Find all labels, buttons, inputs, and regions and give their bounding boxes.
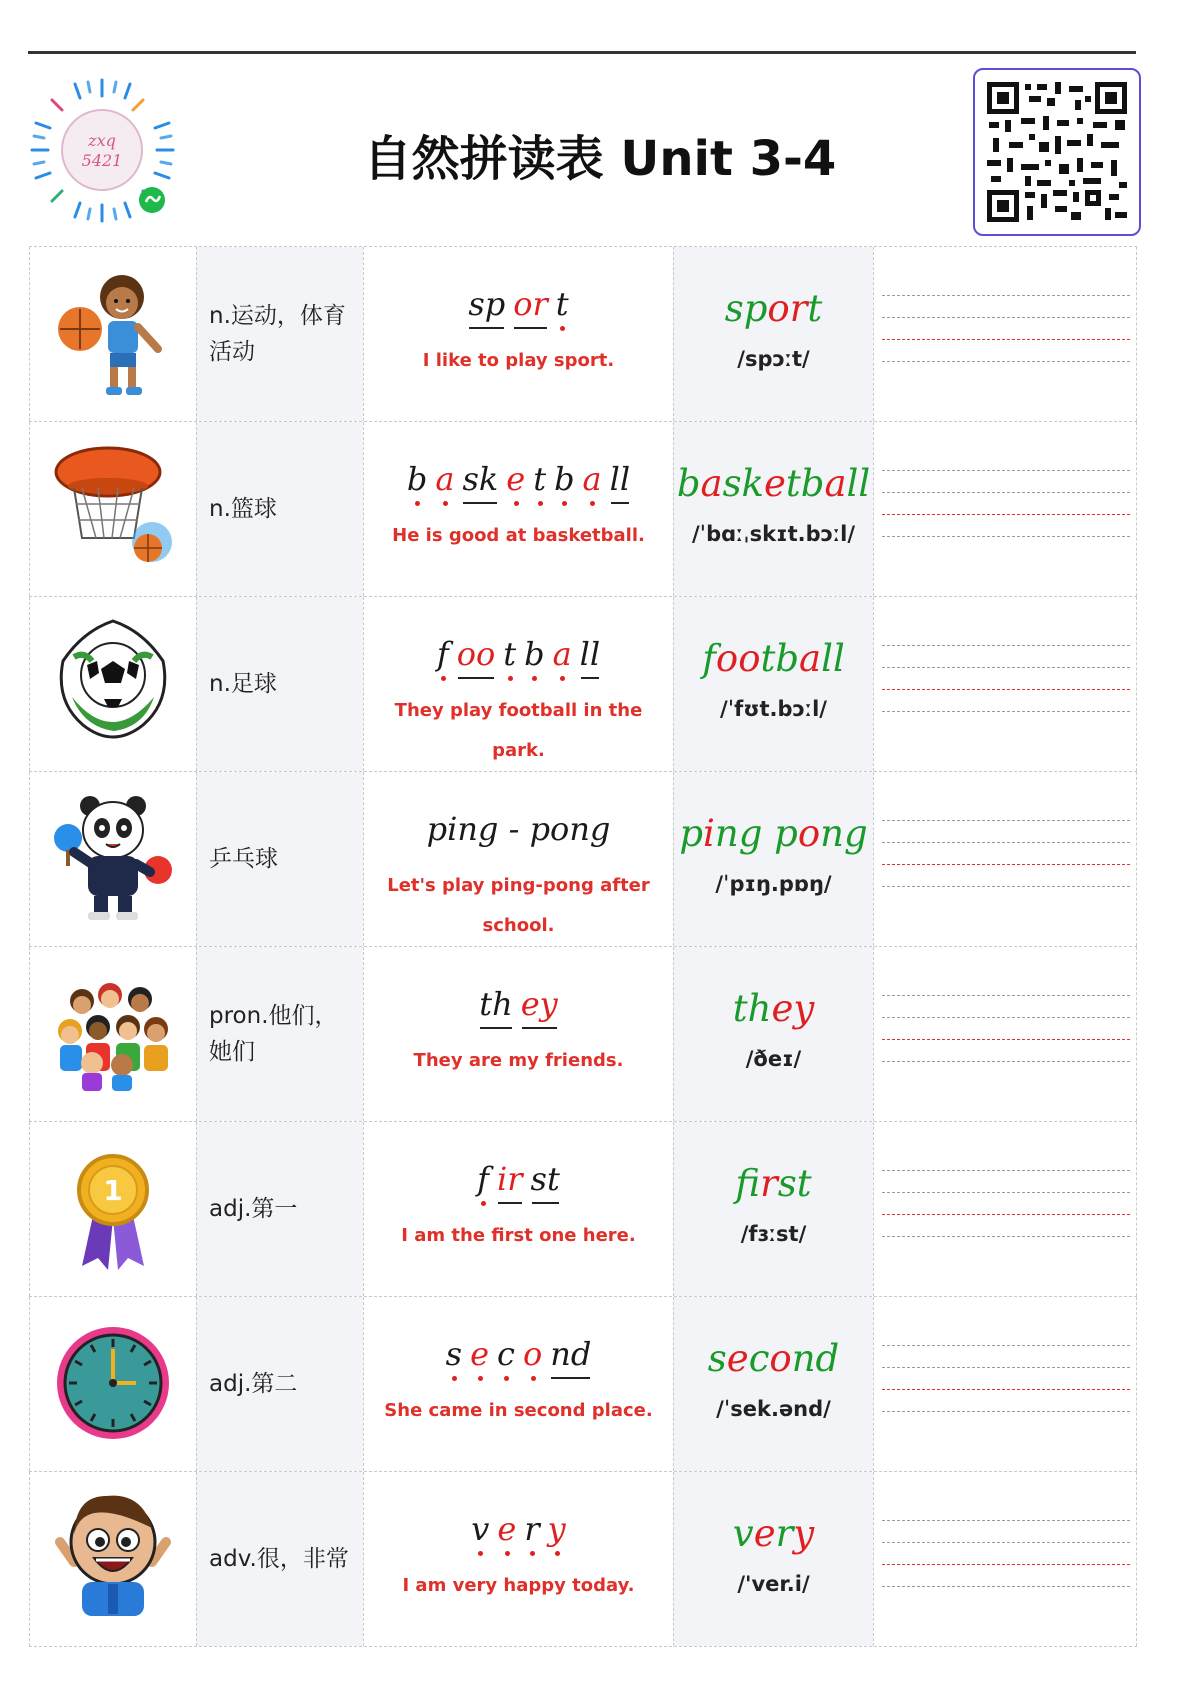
writing-practice-cell[interactable] <box>873 947 1137 1121</box>
phonics-segments <box>476 1162 561 1206</box>
phonics-cell <box>363 1472 673 1646</box>
meaning-cell <box>196 772 363 946</box>
example-sentence: He is good at basketball. <box>392 525 645 546</box>
football-icon <box>52 617 174 749</box>
phonics-segment: a <box>582 460 603 506</box>
guide-line <box>882 995 1130 996</box>
guide-line <box>882 1411 1130 1412</box>
phonetic-transcription: /fɜːst/ <box>740 1222 807 1246</box>
word-part: o <box>797 812 821 855</box>
word-part: a <box>824 462 847 505</box>
word-cell <box>673 1472 873 1646</box>
writing-practice-cell[interactable] <box>873 247 1137 421</box>
phonetic-transcription: /ˈbɑːˌskɪt.bɔːl/ <box>691 522 856 546</box>
word-part: sp <box>724 287 768 330</box>
phonics-segments <box>467 287 569 331</box>
word-part: p <box>679 812 704 855</box>
word-part: ll <box>846 462 871 505</box>
phonics-segment: th <box>478 985 513 1031</box>
word-part: tb <box>785 462 825 505</box>
baseline-guide-line <box>882 1389 1130 1390</box>
picture-cell <box>29 1472 196 1646</box>
guide-line <box>882 1236 1130 1237</box>
word-part: ir <box>760 1162 778 1205</box>
writing-practice-cell[interactable] <box>873 1297 1137 1471</box>
phonics-cell <box>363 597 673 771</box>
word-part: i <box>703 812 715 855</box>
phonics-segment: f <box>436 635 450 681</box>
phonics-segment: sk <box>461 460 499 506</box>
page-title: 自然拼读表 Unit 3-4 <box>363 131 837 187</box>
table-row <box>29 1122 1137 1297</box>
clock-icon <box>52 1317 174 1449</box>
guide-line <box>882 1367 1130 1368</box>
phonics-cell <box>363 1122 673 1296</box>
guide-line <box>882 842 1130 843</box>
example-sentence: Let's play ping-pong after school. <box>387 875 650 936</box>
guide-line <box>882 1170 1130 1171</box>
meaning-text: n.足球 <box>209 671 277 697</box>
phonics-segments <box>478 987 558 1031</box>
guide-line <box>882 295 1130 296</box>
guide-line <box>882 711 1130 712</box>
phonics-segment: ir <box>496 1160 524 1206</box>
phonics-segment: sp <box>467 285 506 331</box>
guide-line <box>882 1586 1130 1587</box>
picture-cell <box>29 1122 196 1296</box>
phonics-segment: t <box>555 285 570 331</box>
phonics-table <box>29 246 1137 1647</box>
word-part: ng p <box>714 812 798 855</box>
phonics-segment: nd <box>549 1335 592 1381</box>
word-part: ng <box>820 812 868 855</box>
phonetic-transcription: /ˈfʊt.bɔːl/ <box>720 697 827 721</box>
meaning-cell <box>196 947 363 1121</box>
table-row <box>29 597 1137 772</box>
word-part: t <box>807 287 823 330</box>
word-part: f <box>702 637 716 680</box>
phonetic-transcription: /ˈpɪŋ.pɒŋ/ <box>715 872 832 896</box>
writing-practice-cell[interactable] <box>873 1472 1137 1646</box>
phonics-segment: ping - pong <box>426 810 611 848</box>
word-cell <box>673 1297 873 1471</box>
word-part: ey <box>771 987 815 1030</box>
phonics-segment: y <box>547 1510 567 1556</box>
word-part: a <box>700 462 723 505</box>
word-part: c <box>748 1337 770 1380</box>
word <box>674 812 873 855</box>
mini-code-text-1: zxq <box>88 131 116 150</box>
mini-program-code-icon <box>30 78 175 223</box>
meaning-text: 乒乓球 <box>209 846 278 872</box>
guide-line <box>882 1017 1130 1018</box>
word-part: r <box>775 1512 794 1555</box>
word-cell <box>673 772 873 946</box>
picture-cell <box>29 597 196 771</box>
phonics-cell <box>363 422 673 596</box>
phonics-segment: r <box>523 1510 540 1556</box>
word-part: s <box>707 1337 727 1380</box>
happy-boy-icon <box>52 1492 174 1624</box>
guide-line <box>882 1192 1130 1193</box>
phonetic-transcription: /ðeɪ/ <box>745 1047 802 1071</box>
meaning-text: n.运动，体育活动 <box>209 303 346 365</box>
word-part: a <box>799 637 822 680</box>
word-part: ll <box>821 637 845 680</box>
group-of-kids-icon <box>52 967 174 1099</box>
example-sentence: They are my friends. <box>413 1050 624 1071</box>
baseline-guide-line <box>882 1564 1130 1565</box>
phonics-segment: s <box>445 1335 463 1381</box>
table-row <box>29 1297 1137 1472</box>
picture-cell <box>29 772 196 946</box>
table-row <box>29 947 1137 1122</box>
word-part: or <box>767 287 808 330</box>
example-sentence: I am very happy today. <box>402 1575 635 1596</box>
phonics-segment: st <box>530 1160 561 1206</box>
word-cell <box>673 597 873 771</box>
word-part: o <box>769 1337 792 1380</box>
phonics-segment: e <box>505 460 526 506</box>
meaning-text: pron.他们，她们 <box>209 1003 338 1065</box>
phonics-segment: e <box>496 1510 517 1556</box>
phonics-segments <box>426 812 612 856</box>
phonics-segment: v <box>470 1510 490 1556</box>
word-part: e <box>763 462 786 505</box>
phonics-segment: o <box>522 1335 543 1381</box>
phonics-segment: b <box>523 635 545 681</box>
guide-line <box>882 820 1130 821</box>
example-sentence: I am the first one here. <box>401 1225 636 1246</box>
word <box>674 637 873 680</box>
baseline-guide-line <box>882 1039 1130 1040</box>
phonics-segment: b <box>406 460 428 506</box>
phonics-segments <box>445 1337 593 1381</box>
basketball-hoop-icon <box>52 442 174 574</box>
phonics-cell <box>363 947 673 1121</box>
mini-code-text-2: 5421 <box>81 151 123 170</box>
meaning-text: adj.第一 <box>209 1196 298 1222</box>
svg-text:1: 1 <box>103 1174 123 1207</box>
word-cell <box>673 947 873 1121</box>
guide-line <box>882 470 1130 471</box>
meaning-cell <box>196 247 363 421</box>
writing-practice-cell[interactable] <box>873 597 1137 771</box>
writing-practice-cell[interactable] <box>873 422 1137 596</box>
word <box>674 462 873 505</box>
word-part: st <box>777 1162 812 1205</box>
word-part: v <box>732 1512 754 1555</box>
baseline-guide-line <box>882 514 1130 515</box>
phonics-segment: ey <box>520 985 559 1031</box>
guide-line <box>882 492 1130 493</box>
meaning-text: n.篮球 <box>209 496 277 522</box>
phonics-segment: ll <box>609 460 631 506</box>
word-part: b <box>676 462 701 505</box>
example-sentence: She came in second place. <box>384 1400 653 1421</box>
phonics-segment: or <box>512 285 549 331</box>
guide-line <box>882 361 1130 362</box>
phonics-segment: a <box>434 460 455 506</box>
word <box>674 1512 873 1555</box>
picture-cell <box>29 422 196 596</box>
word-part: e <box>726 1337 749 1380</box>
meaning-text: adj.第二 <box>209 1371 298 1397</box>
word-part: sk <box>722 462 764 505</box>
meaning-cell <box>196 1472 363 1646</box>
meaning-cell <box>196 422 363 596</box>
word-cell <box>673 247 873 421</box>
word-part: tb <box>760 637 800 680</box>
panda-ping-pong-icon <box>52 792 174 924</box>
table-row <box>29 246 1137 422</box>
guide-line <box>882 1061 1130 1062</box>
word <box>674 987 873 1030</box>
phonics-segment: t <box>502 635 517 681</box>
phonics-segment: f <box>476 1160 490 1206</box>
meaning-cell <box>196 1122 363 1296</box>
phonetic-transcription: /'ver.i/ <box>737 1572 810 1596</box>
phonics-segments <box>436 637 601 681</box>
writing-practice-cell[interactable] <box>873 1122 1137 1296</box>
word-part: f <box>735 1162 761 1205</box>
phonics-cell <box>363 247 673 421</box>
picture-cell <box>29 1297 196 1471</box>
guide-line <box>882 1345 1130 1346</box>
medal-icon <box>52 1142 174 1274</box>
qr-code-icon <box>985 80 1129 224</box>
phonics-segments <box>470 1512 566 1556</box>
phonics-segments <box>406 462 631 506</box>
basketball-player-icon <box>52 267 174 399</box>
word-cell <box>673 1122 873 1296</box>
word-part: oo <box>715 637 761 680</box>
picture-cell <box>29 247 196 421</box>
guide-line <box>882 667 1130 668</box>
example-sentence: I like to play sport. <box>422 350 615 371</box>
phonics-segment: a <box>552 635 573 681</box>
baseline-guide-line <box>882 1214 1130 1215</box>
word <box>674 1162 873 1205</box>
qr-code[interactable] <box>973 68 1141 236</box>
baseline-guide-line <box>882 864 1130 865</box>
phonetic-transcription: /spɔːt/ <box>737 347 810 371</box>
baseline-guide-line <box>882 339 1130 340</box>
phonics-segment: c <box>496 1335 516 1381</box>
guide-line <box>882 645 1130 646</box>
meaning-cell <box>196 597 363 771</box>
guide-line <box>882 317 1130 318</box>
top-rule <box>28 51 1136 54</box>
guide-line <box>882 1542 1130 1543</box>
baseline-guide-line <box>882 689 1130 690</box>
word-cell <box>673 422 873 596</box>
phonetic-transcription: /ˈsek.ənd/ <box>716 1397 831 1421</box>
phonics-cell <box>363 1297 673 1471</box>
word <box>674 287 873 330</box>
table-row <box>29 772 1137 947</box>
table-row <box>29 422 1137 597</box>
guide-line <box>882 886 1130 887</box>
guide-line <box>882 536 1130 537</box>
writing-practice-cell[interactable] <box>873 772 1137 946</box>
guide-line <box>882 1520 1130 1521</box>
phonics-segment: t <box>532 460 547 506</box>
word-part: th <box>732 987 772 1030</box>
word <box>674 1337 873 1380</box>
phonics-cell <box>363 772 673 946</box>
table-row <box>29 1472 1137 1647</box>
meaning-cell <box>196 1297 363 1471</box>
word-part: nd <box>791 1337 840 1380</box>
word-part: e <box>753 1512 776 1555</box>
phonics-segment: oo <box>456 635 497 681</box>
meaning-text: adv.很，非常 <box>209 1546 349 1572</box>
example-sentence: They play football in the park. <box>394 700 643 761</box>
word-part: y <box>793 1512 815 1555</box>
phonics-segment: e <box>469 1335 490 1381</box>
picture-cell <box>29 947 196 1121</box>
phonics-segment: ll <box>579 635 601 681</box>
phonics-segment: b <box>553 460 575 506</box>
